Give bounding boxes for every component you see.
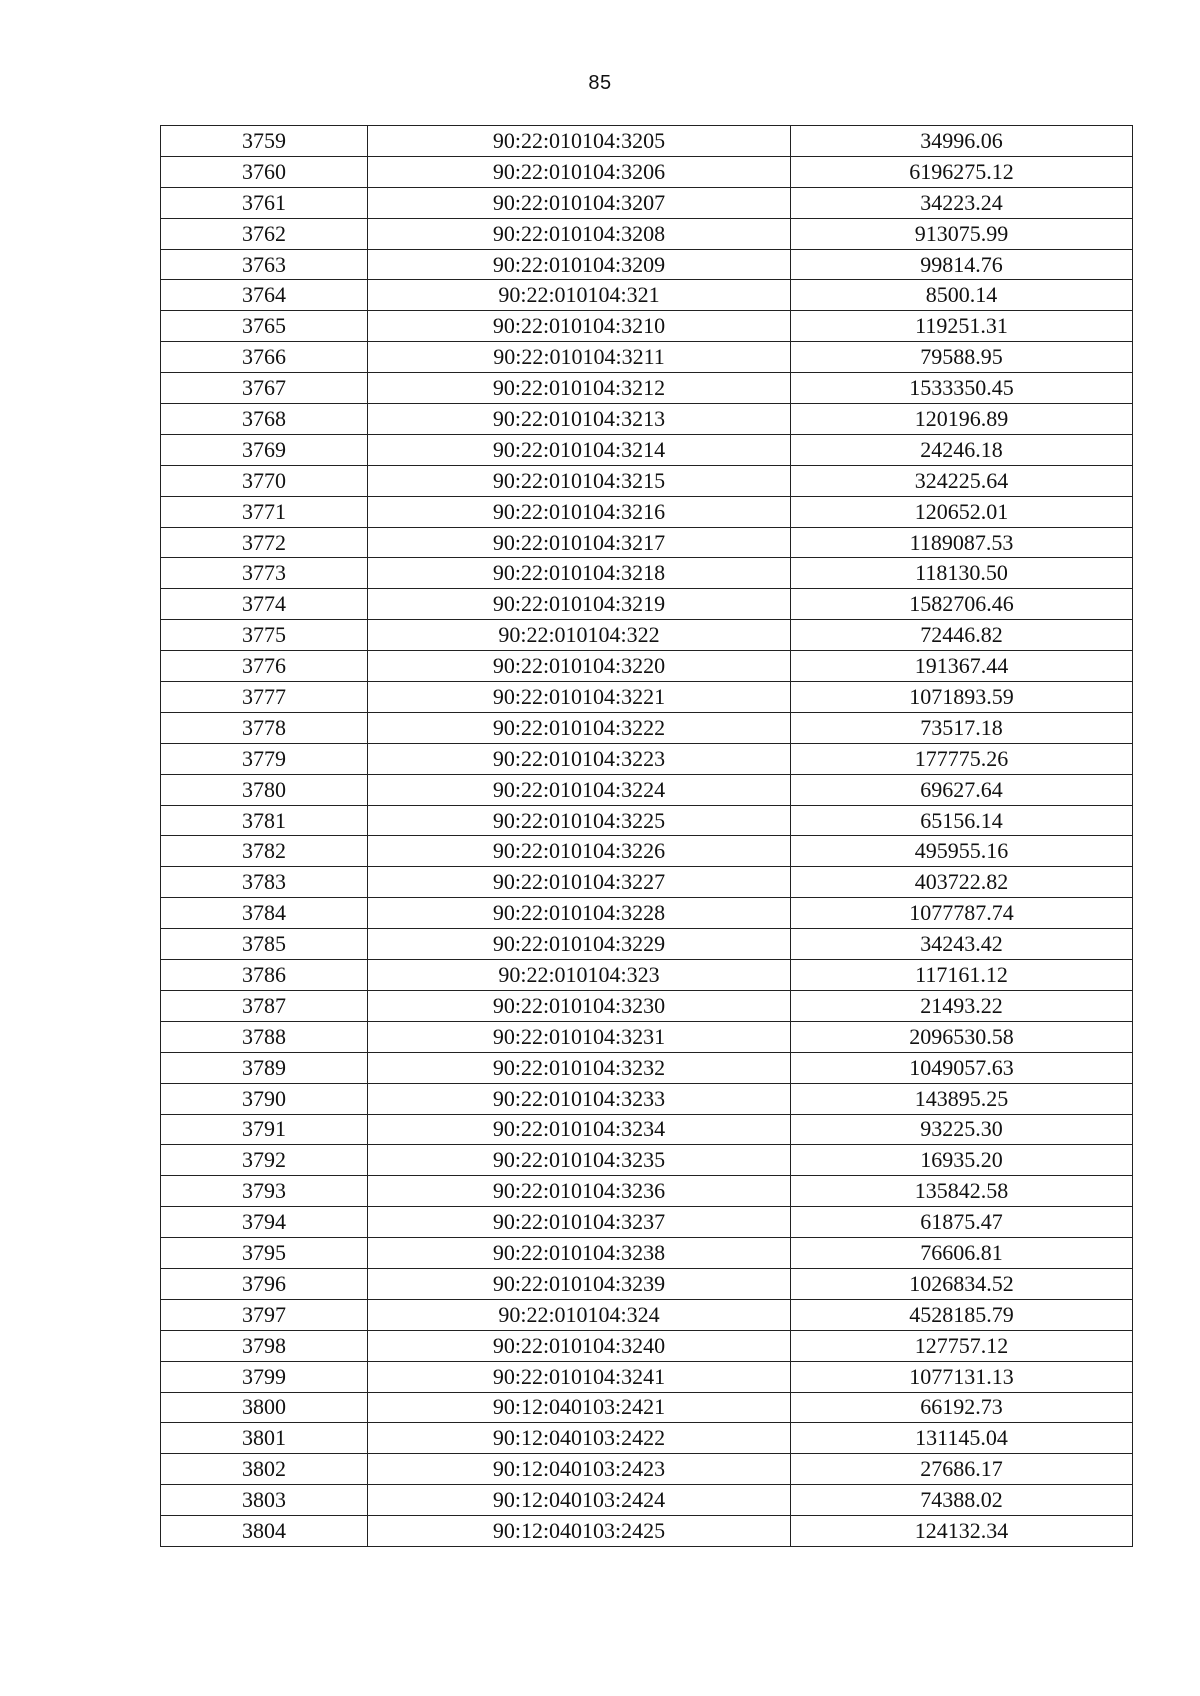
table-row: [161, 898, 1133, 929]
area-cell: 324225.64: [791, 465, 1133, 496]
cadastral-number-cell: 90:22:010104:3236: [368, 1176, 791, 1207]
cadastral-number-cell: 90:22:010104:3210: [368, 311, 791, 342]
area-cell: 119251.31: [791, 311, 1133, 342]
area-cell: 1026834.52: [791, 1268, 1133, 1299]
cadastral-number-cell: 90:22:010104:3209: [368, 249, 791, 280]
table-row: [161, 682, 1133, 713]
table-row: [161, 280, 1133, 311]
table-row: [161, 527, 1133, 558]
table-row: [161, 434, 1133, 465]
cadastral-number-cell: 90:22:010104:3217: [368, 527, 791, 558]
cadastral-number-cell: 90:22:010104:3221: [368, 682, 791, 713]
cadastral-number-cell: 90:12:040103:2421: [368, 1392, 791, 1423]
cadastral-number-cell: 90:22:010104:324: [368, 1299, 791, 1330]
cadastral-number-cell: 90:22:010104:3232: [368, 1052, 791, 1083]
area-cell: 117161.12: [791, 960, 1133, 991]
table-row: [161, 805, 1133, 836]
cadastral-number-cell: 90:22:010104:3208: [368, 218, 791, 249]
row-number-cell: 3804: [161, 1516, 368, 1547]
area-cell: 93225.30: [791, 1114, 1133, 1145]
table-row: [161, 743, 1133, 774]
table-row: [161, 311, 1133, 342]
area-cell: 1049057.63: [791, 1052, 1133, 1083]
table-row: [161, 1207, 1133, 1238]
row-number-cell: 3792: [161, 1145, 368, 1176]
cadastral-number-cell: 90:22:010104:3239: [368, 1268, 791, 1299]
area-cell: 6196275.12: [791, 156, 1133, 187]
area-cell: 495955.16: [791, 836, 1133, 867]
cadastral-number-cell: 90:22:010104:3213: [368, 404, 791, 435]
table-row: [161, 1114, 1133, 1145]
area-cell: 34223.24: [791, 187, 1133, 218]
row-number-cell: 3771: [161, 496, 368, 527]
area-cell: 34243.42: [791, 929, 1133, 960]
table-row: [161, 465, 1133, 496]
table-row: [161, 1330, 1133, 1361]
registry-table-body: [161, 126, 1133, 1547]
area-cell: 1077787.74: [791, 898, 1133, 929]
cadastral-number-cell: 90:22:010104:3241: [368, 1361, 791, 1392]
area-cell: 913075.99: [791, 218, 1133, 249]
table-row: [161, 1392, 1133, 1423]
cadastral-number-cell: 90:22:010104:3235: [368, 1145, 791, 1176]
row-number-cell: 3802: [161, 1454, 368, 1485]
table-row: [161, 156, 1133, 187]
area-cell: 143895.25: [791, 1083, 1133, 1114]
cadastral-number-cell: 90:22:010104:3226: [368, 836, 791, 867]
row-number-cell: 3772: [161, 527, 368, 558]
row-number-cell: 3796: [161, 1268, 368, 1299]
page-number: 85: [588, 72, 612, 94]
table-row: [161, 1299, 1133, 1330]
cadastral-number-cell: 90:22:010104:3225: [368, 805, 791, 836]
row-number-cell: 3768: [161, 404, 368, 435]
table-row: [161, 589, 1133, 620]
table-row: [161, 187, 1133, 218]
row-number-cell: 3795: [161, 1238, 368, 1269]
area-cell: 99814.76: [791, 249, 1133, 280]
area-cell: 1071893.59: [791, 682, 1133, 713]
area-cell: 135842.58: [791, 1176, 1133, 1207]
area-cell: 120652.01: [791, 496, 1133, 527]
row-number-cell: 3799: [161, 1361, 368, 1392]
table-row: [161, 620, 1133, 651]
table-row: [161, 1021, 1133, 1052]
table-row: [161, 867, 1133, 898]
cadastral-number-cell: 90:22:010104:3218: [368, 558, 791, 589]
row-number-cell: 3769: [161, 434, 368, 465]
row-number-cell: 3765: [161, 311, 368, 342]
table-row: [161, 373, 1133, 404]
row-number-cell: 3761: [161, 187, 368, 218]
row-number-cell: 3766: [161, 342, 368, 373]
cadastral-number-cell: 90:22:010104:3230: [368, 990, 791, 1021]
area-cell: 1582706.46: [791, 589, 1133, 620]
area-cell: 120196.89: [791, 404, 1133, 435]
area-cell: 191367.44: [791, 651, 1133, 682]
row-number-cell: 3790: [161, 1083, 368, 1114]
table-row: [161, 1423, 1133, 1454]
area-cell: 61875.47: [791, 1207, 1133, 1238]
table-row: [161, 218, 1133, 249]
cadastral-number-cell: 90:22:010104:3222: [368, 712, 791, 743]
cadastral-number-cell: 90:12:040103:2423: [368, 1454, 791, 1485]
row-number-cell: 3774: [161, 589, 368, 620]
row-number-cell: 3793: [161, 1176, 368, 1207]
cadastral-number-cell: 90:12:040103:2425: [368, 1516, 791, 1547]
table-row: [161, 1238, 1133, 1269]
table-row: [161, 249, 1133, 280]
cadastral-number-cell: 90:22:010104:321: [368, 280, 791, 311]
table-row: [161, 1052, 1133, 1083]
table-row: [161, 836, 1133, 867]
row-number-cell: 3788: [161, 1021, 368, 1052]
table-row: [161, 342, 1133, 373]
cadastral-number-cell: 90:22:010104:3240: [368, 1330, 791, 1361]
cadastral-number-cell: 90:22:010104:3237: [368, 1207, 791, 1238]
cadastral-number-cell: 90:22:010104:3224: [368, 774, 791, 805]
table-row: [161, 496, 1133, 527]
row-number-cell: 3776: [161, 651, 368, 682]
table-row: [161, 960, 1133, 991]
table-row: [161, 1485, 1133, 1516]
cadastral-number-cell: 90:22:010104:3207: [368, 187, 791, 218]
cadastral-number-cell: 90:22:010104:3228: [368, 898, 791, 929]
area-cell: 16935.20: [791, 1145, 1133, 1176]
cadastral-number-cell: 90:22:010104:323: [368, 960, 791, 991]
table-row: [161, 404, 1133, 435]
table-row: [161, 990, 1133, 1021]
row-number-cell: 3775: [161, 620, 368, 651]
table-row: [161, 929, 1133, 960]
row-number-cell: 3798: [161, 1330, 368, 1361]
cadastral-number-cell: 90:22:010104:3214: [368, 434, 791, 465]
row-number-cell: 3801: [161, 1423, 368, 1454]
row-number-cell: 3781: [161, 805, 368, 836]
cadastral-number-cell: 90:22:010104:322: [368, 620, 791, 651]
row-number-cell: 3773: [161, 558, 368, 589]
area-cell: 79588.95: [791, 342, 1133, 373]
cadastral-number-cell: 90:22:010104:3219: [368, 589, 791, 620]
cadastral-number-cell: 90:22:010104:3205: [368, 126, 791, 157]
row-number-cell: 3763: [161, 249, 368, 280]
row-number-cell: 3803: [161, 1485, 368, 1516]
cadastral-number-cell: 90:22:010104:3212: [368, 373, 791, 404]
area-cell: 1077131.13: [791, 1361, 1133, 1392]
area-cell: 72446.82: [791, 620, 1133, 651]
row-number-cell: 3777: [161, 682, 368, 713]
cadastral-number-cell: 90:22:010104:3233: [368, 1083, 791, 1114]
row-number-cell: 3767: [161, 373, 368, 404]
cadastral-number-cell: 90:12:040103:2424: [368, 1485, 791, 1516]
area-cell: 2096530.58: [791, 1021, 1133, 1052]
cadastral-number-cell: 90:22:010104:3211: [368, 342, 791, 373]
cadastral-number-cell: 90:22:010104:3206: [368, 156, 791, 187]
row-number-cell: 3789: [161, 1052, 368, 1083]
area-cell: 69627.64: [791, 774, 1133, 805]
table-row: [161, 1083, 1133, 1114]
area-cell: 74388.02: [791, 1485, 1133, 1516]
area-cell: 73517.18: [791, 712, 1133, 743]
table-row: [161, 712, 1133, 743]
row-number-cell: 3778: [161, 712, 368, 743]
table-row: [161, 774, 1133, 805]
row-number-cell: 3779: [161, 743, 368, 774]
area-cell: 118130.50: [791, 558, 1133, 589]
table-row: [161, 651, 1133, 682]
area-cell: 27686.17: [791, 1454, 1133, 1485]
table-row: [161, 1176, 1133, 1207]
area-cell: 127757.12: [791, 1330, 1133, 1361]
area-cell: 66192.73: [791, 1392, 1133, 1423]
row-number-cell: 3800: [161, 1392, 368, 1423]
area-cell: 177775.26: [791, 743, 1133, 774]
cadastral-number-cell: 90:22:010104:3215: [368, 465, 791, 496]
row-number-cell: 3783: [161, 867, 368, 898]
area-cell: 131145.04: [791, 1423, 1133, 1454]
area-cell: 1533350.45: [791, 373, 1133, 404]
cadastral-number-cell: 90:22:010104:3238: [368, 1238, 791, 1269]
area-cell: 403722.82: [791, 867, 1133, 898]
table-row: [161, 1145, 1133, 1176]
registry-table: [160, 125, 1133, 1547]
row-number-cell: 3787: [161, 990, 368, 1021]
row-number-cell: 3782: [161, 836, 368, 867]
row-number-cell: 3791: [161, 1114, 368, 1145]
row-number-cell: 3764: [161, 280, 368, 311]
table-row: [161, 558, 1133, 589]
area-cell: 24246.18: [791, 434, 1133, 465]
area-cell: 21493.22: [791, 990, 1133, 1021]
cadastral-number-cell: 90:22:010104:3223: [368, 743, 791, 774]
cadastral-number-cell: 90:12:040103:2422: [368, 1423, 791, 1454]
area-cell: 34996.06: [791, 126, 1133, 157]
area-cell: 8500.14: [791, 280, 1133, 311]
row-number-cell: 3770: [161, 465, 368, 496]
row-number-cell: 3794: [161, 1207, 368, 1238]
table-row: [161, 1516, 1133, 1547]
row-number-cell: 3785: [161, 929, 368, 960]
row-number-cell: 3797: [161, 1299, 368, 1330]
table-row: [161, 126, 1133, 157]
row-number-cell: 3762: [161, 218, 368, 249]
cadastral-number-cell: 90:22:010104:3216: [368, 496, 791, 527]
area-cell: 124132.34: [791, 1516, 1133, 1547]
cadastral-number-cell: 90:22:010104:3220: [368, 651, 791, 682]
area-cell: 65156.14: [791, 805, 1133, 836]
cadastral-number-cell: 90:22:010104:3234: [368, 1114, 791, 1145]
row-number-cell: 3786: [161, 960, 368, 991]
area-cell: 1189087.53: [791, 527, 1133, 558]
row-number-cell: 3784: [161, 898, 368, 929]
row-number-cell: 3760: [161, 156, 368, 187]
area-cell: 4528185.79: [791, 1299, 1133, 1330]
row-number-cell: 3759: [161, 126, 368, 157]
table-row: [161, 1454, 1133, 1485]
row-number-cell: 3780: [161, 774, 368, 805]
table-row: [161, 1268, 1133, 1299]
cadastral-number-cell: 90:22:010104:3229: [368, 929, 791, 960]
table-row: [161, 1361, 1133, 1392]
cadastral-number-cell: 90:22:010104:3227: [368, 867, 791, 898]
area-cell: 76606.81: [791, 1238, 1133, 1269]
cadastral-number-cell: 90:22:010104:3231: [368, 1021, 791, 1052]
